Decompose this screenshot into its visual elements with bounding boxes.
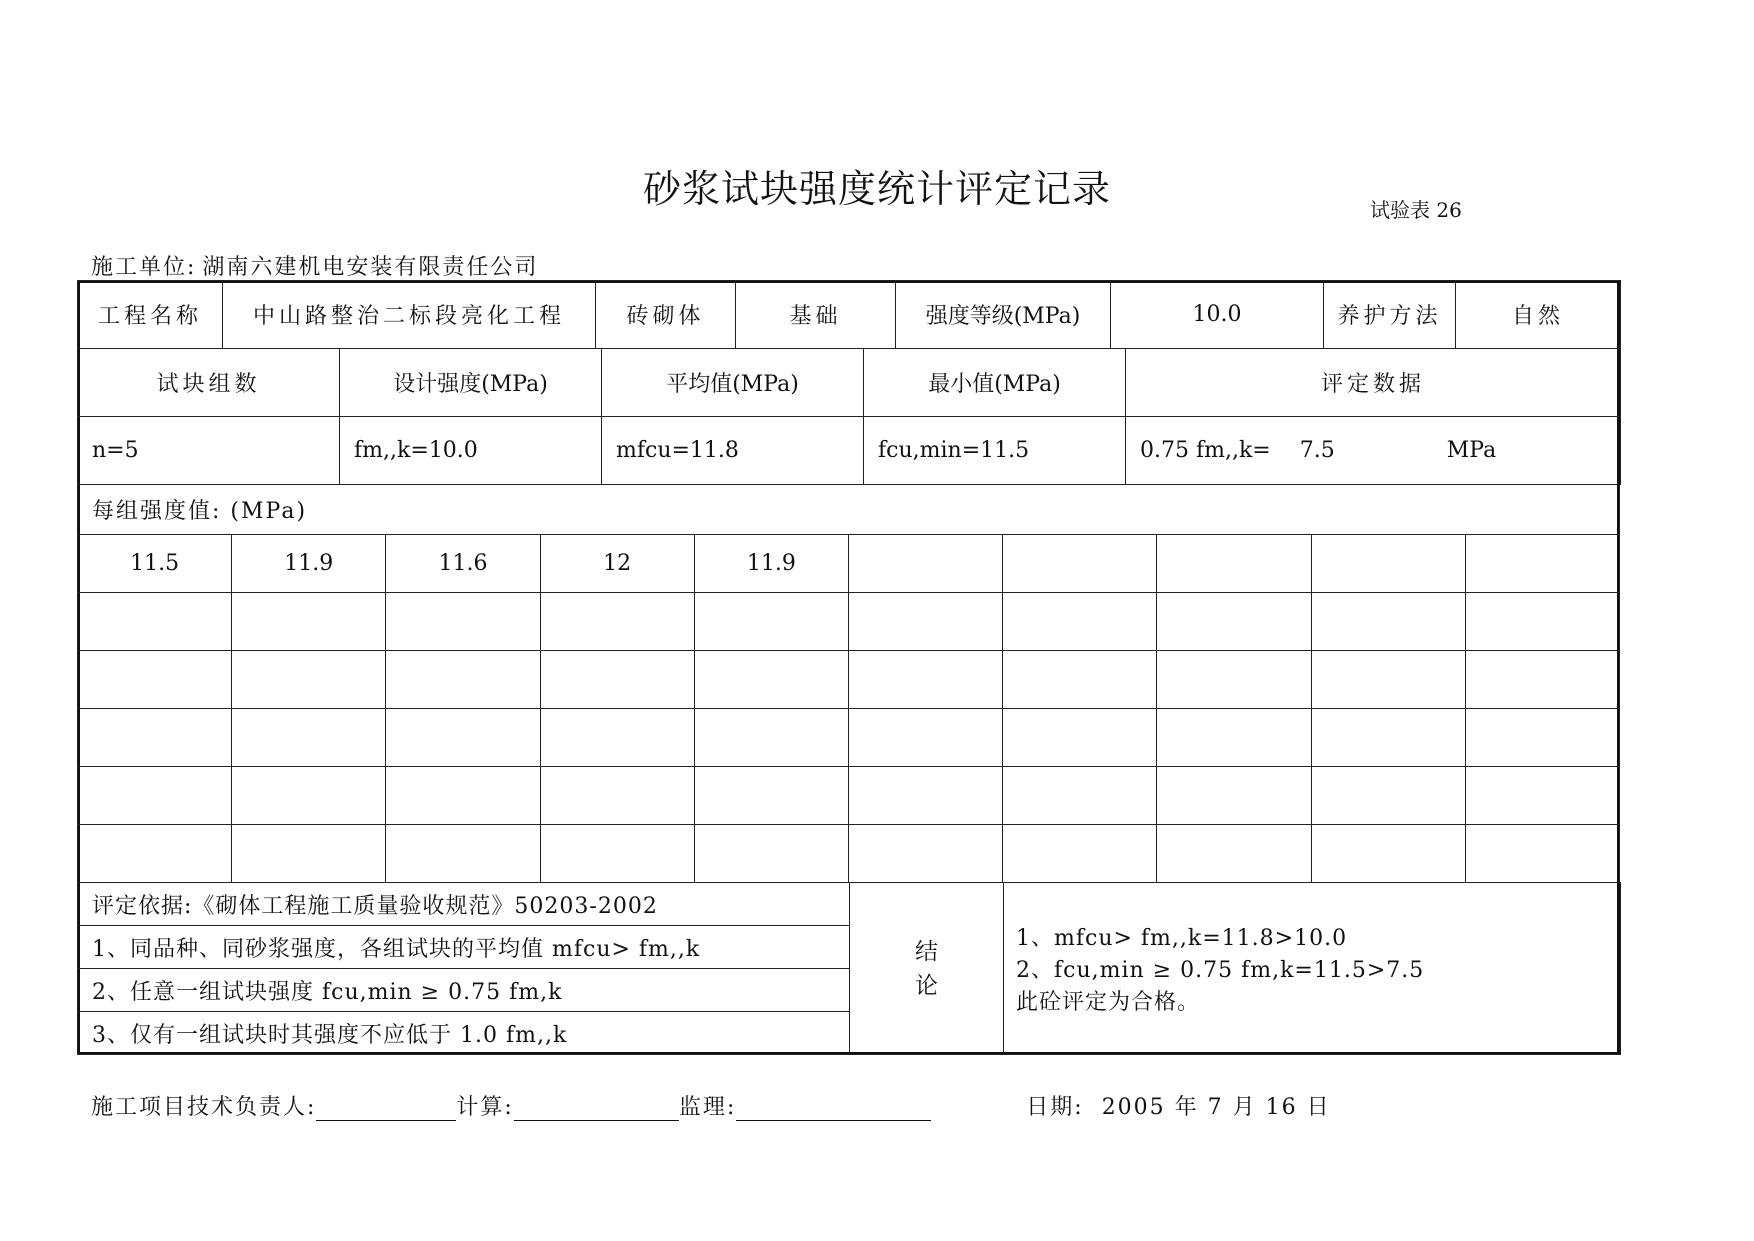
supervisor-signature-field[interactable] [736, 1096, 931, 1121]
empty-cell [1311, 825, 1465, 883]
empty-cell [1465, 825, 1619, 883]
project-info-row [77, 280, 1621, 349]
strength-grade-value: 10.0 [1111, 281, 1324, 349]
calc-signature-field[interactable] [514, 1096, 679, 1121]
group-value [1311, 535, 1465, 593]
page-title: 砂浆试块强度统计评定记录 [642, 167, 1111, 211]
conclusion-line: 2、fcu,min ≥ 0.75 fm,k=11.5>7.5 [1016, 958, 1425, 983]
group-value [1003, 535, 1157, 593]
signature-footer [91, 1090, 1331, 1121]
empty-cell [1157, 709, 1311, 767]
empty-cell [1465, 651, 1619, 709]
empty-cell [1311, 593, 1465, 651]
tech-lead-label: 施工项目技术负责人: [91, 1095, 317, 1120]
header-average: 平均值(MPa) [602, 349, 864, 417]
project-name-label: 工程名称 [78, 281, 223, 349]
stat-minimum: fcu,min=11.5 [864, 417, 1126, 485]
header-design-strength: 设计强度(MPa) [340, 349, 602, 417]
construction-unit-value: 湖南六建机电安装有限责任公司 [202, 255, 539, 280]
empty-cell [1157, 767, 1311, 825]
tech-lead-signature-field[interactable] [316, 1096, 456, 1121]
statistics-table [77, 348, 1621, 485]
empty-cell [1003, 593, 1157, 651]
empty-cell [1157, 593, 1311, 651]
group-values-label: 每组强度值: (MPa) [78, 485, 1620, 535]
empty-cell [848, 767, 1002, 825]
supervisor-label: 监理: [678, 1095, 737, 1120]
empty-cell [386, 593, 540, 651]
empty-cell [1157, 651, 1311, 709]
empty-cell [386, 651, 540, 709]
date-value: 2005 年 7 月 16 日 [1101, 1095, 1331, 1120]
empty-cell [1465, 593, 1619, 651]
conclusion-label-1: 结 [915, 938, 938, 965]
empty-cell [694, 709, 848, 767]
empty-cell [1311, 651, 1465, 709]
empty-cell [1003, 651, 1157, 709]
group-value [1157, 535, 1311, 593]
evaluation-section [77, 882, 1621, 1055]
empty-cell [694, 767, 848, 825]
empty-cell [232, 593, 386, 651]
empty-cell [540, 593, 694, 651]
basis-rule: 2、任意一组试块强度 fcu,min ≥ 0.75 fm,k [78, 969, 850, 1012]
eval-value: 7.5 [1299, 438, 1335, 463]
basis-rule: 3、仅有一组试块时其强度不应低于 1.0 fm,,k [78, 1012, 850, 1055]
empty-cell [1003, 709, 1157, 767]
empty-cell [386, 825, 540, 883]
date-label: 日期: [1026, 1095, 1084, 1120]
empty-cell [694, 825, 848, 883]
empty-cell [78, 709, 232, 767]
basis-rule: 1、同品种、同砂浆强度，各组试块的平均值 mfcu> fm,,k [78, 926, 850, 969]
empty-cell [232, 651, 386, 709]
stat-design-strength: fm,,k=10.0 [340, 417, 602, 485]
conclusion-label [850, 883, 1004, 1055]
empty-cell [540, 825, 694, 883]
empty-cell [78, 767, 232, 825]
empty-cell [694, 593, 848, 651]
empty-cell [540, 767, 694, 825]
group-value [1465, 535, 1619, 593]
empty-cell [78, 593, 232, 651]
empty-cell [78, 825, 232, 883]
strength-grade-label: 强度等级(MPa) [896, 281, 1111, 349]
construction-unit-label: 施工单位: [91, 255, 197, 280]
empty-cell [1311, 767, 1465, 825]
group-value: 11.9 [232, 535, 386, 593]
curing-method-value: 自然 [1456, 281, 1621, 349]
group-value: 11.9 [694, 535, 848, 593]
stat-average: mfcu=11.8 [602, 417, 864, 485]
curing-method-label: 养护方法 [1324, 281, 1456, 349]
header-evaluation-data: 评定数据 [1126, 349, 1621, 417]
group-value: 11.5 [78, 535, 232, 593]
empty-cell [848, 709, 1002, 767]
stat-group-count: n=5 [78, 417, 340, 485]
empty-cell [1003, 767, 1157, 825]
empty-cell [1311, 709, 1465, 767]
empty-cell [848, 825, 1002, 883]
empty-cell [386, 709, 540, 767]
stat-evaluation [1126, 417, 1621, 485]
conclusion-label-2: 论 [915, 972, 938, 999]
empty-cell [386, 767, 540, 825]
empty-cell [848, 651, 1002, 709]
empty-cell [1003, 825, 1157, 883]
construction-unit [91, 250, 538, 281]
group-values-label-row [77, 484, 1620, 535]
empty-cell [1465, 709, 1619, 767]
empty-cell [540, 651, 694, 709]
conclusion-line: 1、mfcu> fm,,k=11.8>10.0 [1016, 926, 1348, 951]
group-value: 11.6 [386, 535, 540, 593]
basis-title: 评定依据:《砌体工程施工质量验收规范》50203-2002 [78, 883, 850, 926]
empty-cell [694, 651, 848, 709]
empty-cell [232, 709, 386, 767]
empty-cell [232, 767, 386, 825]
header-group-count: 试块组数 [78, 349, 340, 417]
group-values-grid [77, 534, 1620, 883]
eval-prefix: 0.75 fm,,k= [1140, 438, 1271, 463]
empty-cell [1157, 825, 1311, 883]
structure-type: 砖砌体 [596, 281, 736, 349]
empty-cell [232, 825, 386, 883]
group-value: 12 [540, 535, 694, 593]
empty-cell [78, 651, 232, 709]
project-name-value: 中山路整治二标段亮化工程 [223, 281, 596, 349]
group-value [848, 535, 1002, 593]
empty-cell [1465, 767, 1619, 825]
header-minimum: 最小值(MPa) [864, 349, 1126, 417]
empty-cell [848, 593, 1002, 651]
form-number: 试验表 26 [1370, 198, 1462, 222]
conclusion-content [1004, 883, 1621, 1055]
structure-part: 基础 [736, 281, 896, 349]
conclusion-line: 此砼评定为合格。 [1016, 990, 1201, 1015]
eval-unit: MPa [1446, 438, 1497, 463]
calc-label: 计算: [456, 1095, 514, 1120]
empty-cell [540, 709, 694, 767]
